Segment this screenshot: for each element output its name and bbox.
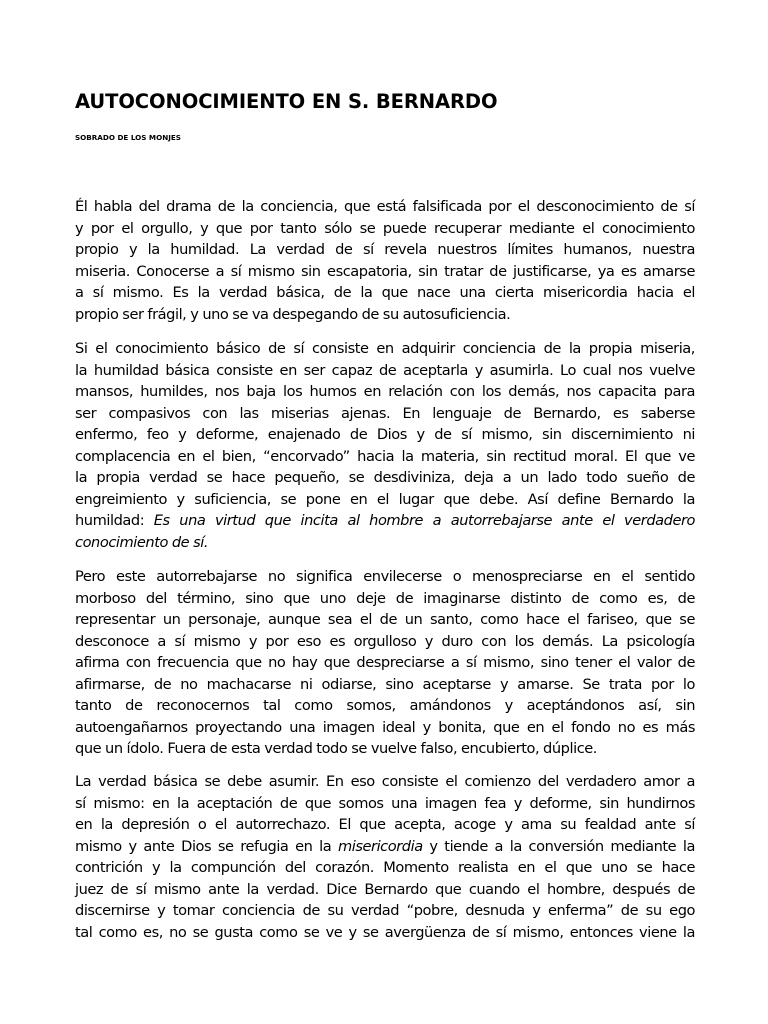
paragraph-line: tanto de reconocernos tal como somos, amándonos y aceptándonos así, sin [75, 697, 695, 714]
paragraph-line [75, 532, 695, 554]
paragraph-line: miseria. Conocerse a sí mismo sin escapatoria, sin tratar de justificarse, ya es amarse [75, 262, 695, 280]
paragraph-line: y por el orgullo, y que por tanto sólo se puede recuperar mediante el conocimiento [75, 219, 695, 237]
paragraph-line: propio ser frágil, y uno se va despegando de su autosuficiencia. [75, 305, 511, 323]
paragraph-4 [75, 771, 695, 943]
italic-term: misericordia [337, 837, 423, 855]
paragraph-line [75, 510, 695, 532]
paragraph-line: sí mismo: en la aceptación de que somos una imagen fea y deforme, sin hundirnos [75, 794, 695, 812]
paragraph-line: Pero este autorrebajarse no significa envilecerse o menospreciarse en el sentido [75, 568, 695, 585]
paragraph-line: autoengañarnos proyectando una imagen ideal y bonita, que en el fondo no es más [75, 718, 695, 736]
paragraph-line: que un ídolo. Fuera de esta verdad todo se vuelve falso, encubierto, dúplice. [75, 740, 597, 757]
paragraph-line: morboso del término, sino que uno deje de imaginarse distinto de como es, de [75, 589, 695, 607]
paragraph-line: afirma con frecuencia que no hay que despreciarse a sí mismo, sino tener el valor de [75, 654, 695, 671]
paragraph-line: La verdad básica se debe asumir. En eso consiste el comienzo del verdadero amor a [75, 773, 695, 790]
paragraph-line: Si el conocimiento básico de sí consiste en adquirir conciencia de la propia miseria, [75, 340, 695, 357]
line-text: mismo y ante Dios se refugia en la [75, 837, 338, 855]
paragraph-2 [75, 338, 695, 553]
paragraph-line: contrición y la compunción del corazón. Momento realista en el que uno se hace [75, 859, 695, 876]
italic-quote: conocimiento de sí. [75, 533, 209, 551]
paragraph-line: tal como es, no se gusta como se ve y se avergüenza de sí mismo, entonces viene la [75, 923, 695, 941]
paragraph-line: ser compasivos con las miserias ajenas. En lenguaje de Bernardo, es saberse [75, 404, 695, 422]
paragraph-line [75, 836, 695, 858]
paragraph-line: desconoce a sí mismo y por eso es orgulloso y duro con los demás. La psicología [75, 632, 695, 650]
paragraph-line: en la depresión o el autorrechazo. El que acepta, acoge y ama su fealdad ante sí [75, 816, 695, 833]
document-subtitle: SOBRADO DE LOS MONJES [75, 133, 181, 142]
emphasized-term: humildad: [75, 512, 154, 529]
paragraph-line: discernirse y tomar conciencia de su verdad “pobre, desnuda y enferma” de su ego [75, 902, 695, 919]
paragraph-line: juez de sí mismo ante la verdad. Dice Bernardo que cuando el hombre, después de [75, 880, 695, 898]
document-title: AUTOCONOCIMIENTO EN S. BERNARDO [75, 90, 498, 113]
paragraph-3 [75, 566, 695, 760]
paragraph-line: mansos, humildes, nos baja los humos en relación con los demás, nos capacita para [75, 383, 695, 400]
paragraph-line: engreimiento y suficiencia, se pone en el lugar que debe. Así define Bernardo la [75, 490, 695, 508]
paragraph-line: la propia verdad se hace pequeño, se desdiviniza, deja a un lado todo sueño de [75, 469, 695, 486]
paragraph-line: propio y la humildad. La verdad de sí revela nuestros límites humanos, nuestra [75, 241, 695, 258]
paragraph-line: la humildad básica consiste en ser capaz de aceptarla y asumirla. Lo cual nos vuelve [75, 361, 695, 379]
paragraph-1 [75, 196, 695, 325]
paragraph-line: a sí mismo. Es la verdad básica, de la que nace una cierta misericordia hacia el [75, 284, 695, 301]
line-text: y tiende a la conversión mediante la [422, 837, 696, 855]
italic-quote: Es una virtud que incita al hombre a autorrebajarse ante el verdadero [153, 512, 695, 529]
paragraph-line: complacencia en el bien, “encorvado” hacia la materia, sin rectitud moral. El que ve [75, 447, 695, 465]
paragraph-line: afirmarse, de no machacarse ni odiarse, sino aceptarse y amarse. Se trata por lo [75, 675, 695, 693]
paragraph-line: representar un personaje, aunque sea el de un santo, como hace el fariseo, que se [75, 611, 695, 628]
paragraph-line: Él habla del drama de la conciencia, que está falsificada por el desconocimiento de sí [75, 198, 695, 215]
paragraph-line: enfermo, feo y deforme, enajenado de Dios y de sí mismo, sin discernimiento ni [75, 426, 695, 443]
